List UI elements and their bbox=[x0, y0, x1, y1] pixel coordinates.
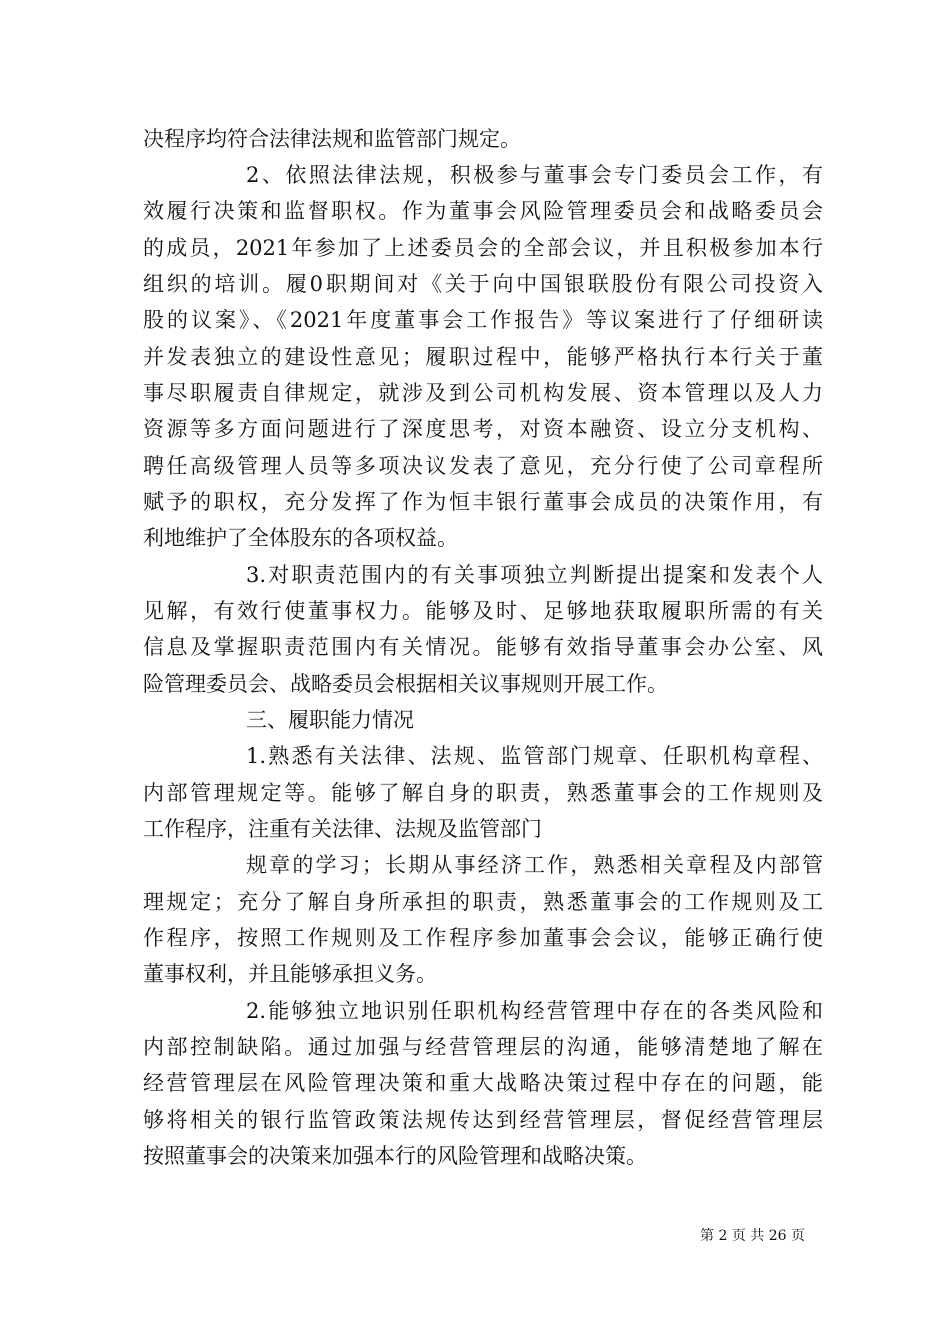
text-line: 内部管理规定等。能够了解自身的职责，熟悉董事会的工作规则及 bbox=[143, 781, 823, 805]
section-heading: 三、履职能力情况 bbox=[246, 708, 414, 732]
text-line: 效履行决策和监督职权。作为董事会风险管理委员会和战略委员会 bbox=[143, 199, 823, 223]
text-line: 工作程序，注重有关法律、法规及监管部门 bbox=[143, 817, 542, 841]
text-line: 3.对职责范围内的有关事项独立判断提出提案和发表个人 bbox=[246, 563, 823, 587]
text-line: 的成员，2021年参加了上述委员会的全部会议，并且积极参加本行 bbox=[143, 236, 823, 260]
text-line: 股的议案》、《2021年度董事会工作报告》等议案进行了仔细研读 bbox=[143, 308, 823, 332]
text-line: 董事权利，并且能够承担义务。 bbox=[143, 962, 437, 986]
text-line: 赋予的职权，充分发挥了作为恒丰银行董事会成员的决策作用，有 bbox=[143, 490, 823, 514]
text-line: 2、依照法律法规，积极参与董事会专门委员会工作，有 bbox=[246, 163, 823, 187]
text-line: 资源等多方面问题进行了深度思考，对资本融资、设立分支机构、 bbox=[143, 417, 823, 441]
text-line: 按照董事会的决策来加强本行的风险管理和战略决策。 bbox=[143, 1144, 647, 1168]
text-line: 并发表独立的建设性意见；履职过程中，能够严格执行本行关于董 bbox=[143, 345, 823, 369]
text-line: 作程序，按照工作规则及工作程序参加董事会会议，能够正确行使 bbox=[143, 926, 823, 950]
text-line: 够将相关的银行监管政策法规传达到经营管理层，督促经营管理层 bbox=[143, 1108, 823, 1132]
page-number-footer: 第 2 页 共 26 页 bbox=[700, 1228, 805, 1244]
text-line: 理规定；充分了解自身所承担的职责，熟悉董事会的工作规则及工 bbox=[143, 890, 823, 914]
text-line: 聘任高级管理人员等多项决议发表了意见，充分行使了公司章程所 bbox=[143, 454, 823, 478]
text-line: 险管理委员会、战略委员会根据相关议事规则开展工作。 bbox=[143, 672, 668, 696]
text-line: 1.熟悉有关法律、法规、监管部门规章、任职机构章程、 bbox=[246, 744, 823, 768]
text-line: 组织的培训。履0职期间对《关于向中国银联股份有限公司投资入 bbox=[143, 272, 823, 296]
text-line: 决程序均符合法律法规和监管部门规定。 bbox=[143, 127, 521, 151]
text-line: 规章的学习；长期从事经济工作，熟悉相关章程及内部管 bbox=[246, 853, 823, 877]
text-line: 2.能够独立地识别任职机构经营管理中存在的各类风险和 bbox=[246, 999, 823, 1023]
text-line: 事尽职履责自律规定，就涉及到公司机构发展、资本管理以及人力 bbox=[143, 381, 823, 405]
text-line: 见解，有效行使董事权力。能够及时、足够地获取履职所需的有关 bbox=[143, 599, 823, 623]
text-line: 经营管理层在风险管理决策和重大战略决策过程中存在的问题，能 bbox=[143, 1071, 823, 1095]
text-line: 利地维护了全体股东的各项权益。 bbox=[143, 526, 458, 550]
text-line: 内部控制缺陷。通过加强与经营管理层的沟通，能够清楚地了解在 bbox=[143, 1035, 823, 1059]
text-line: 信息及掌握职责范围内有关情况。能够有效指导董事会办公室、风 bbox=[143, 635, 823, 659]
